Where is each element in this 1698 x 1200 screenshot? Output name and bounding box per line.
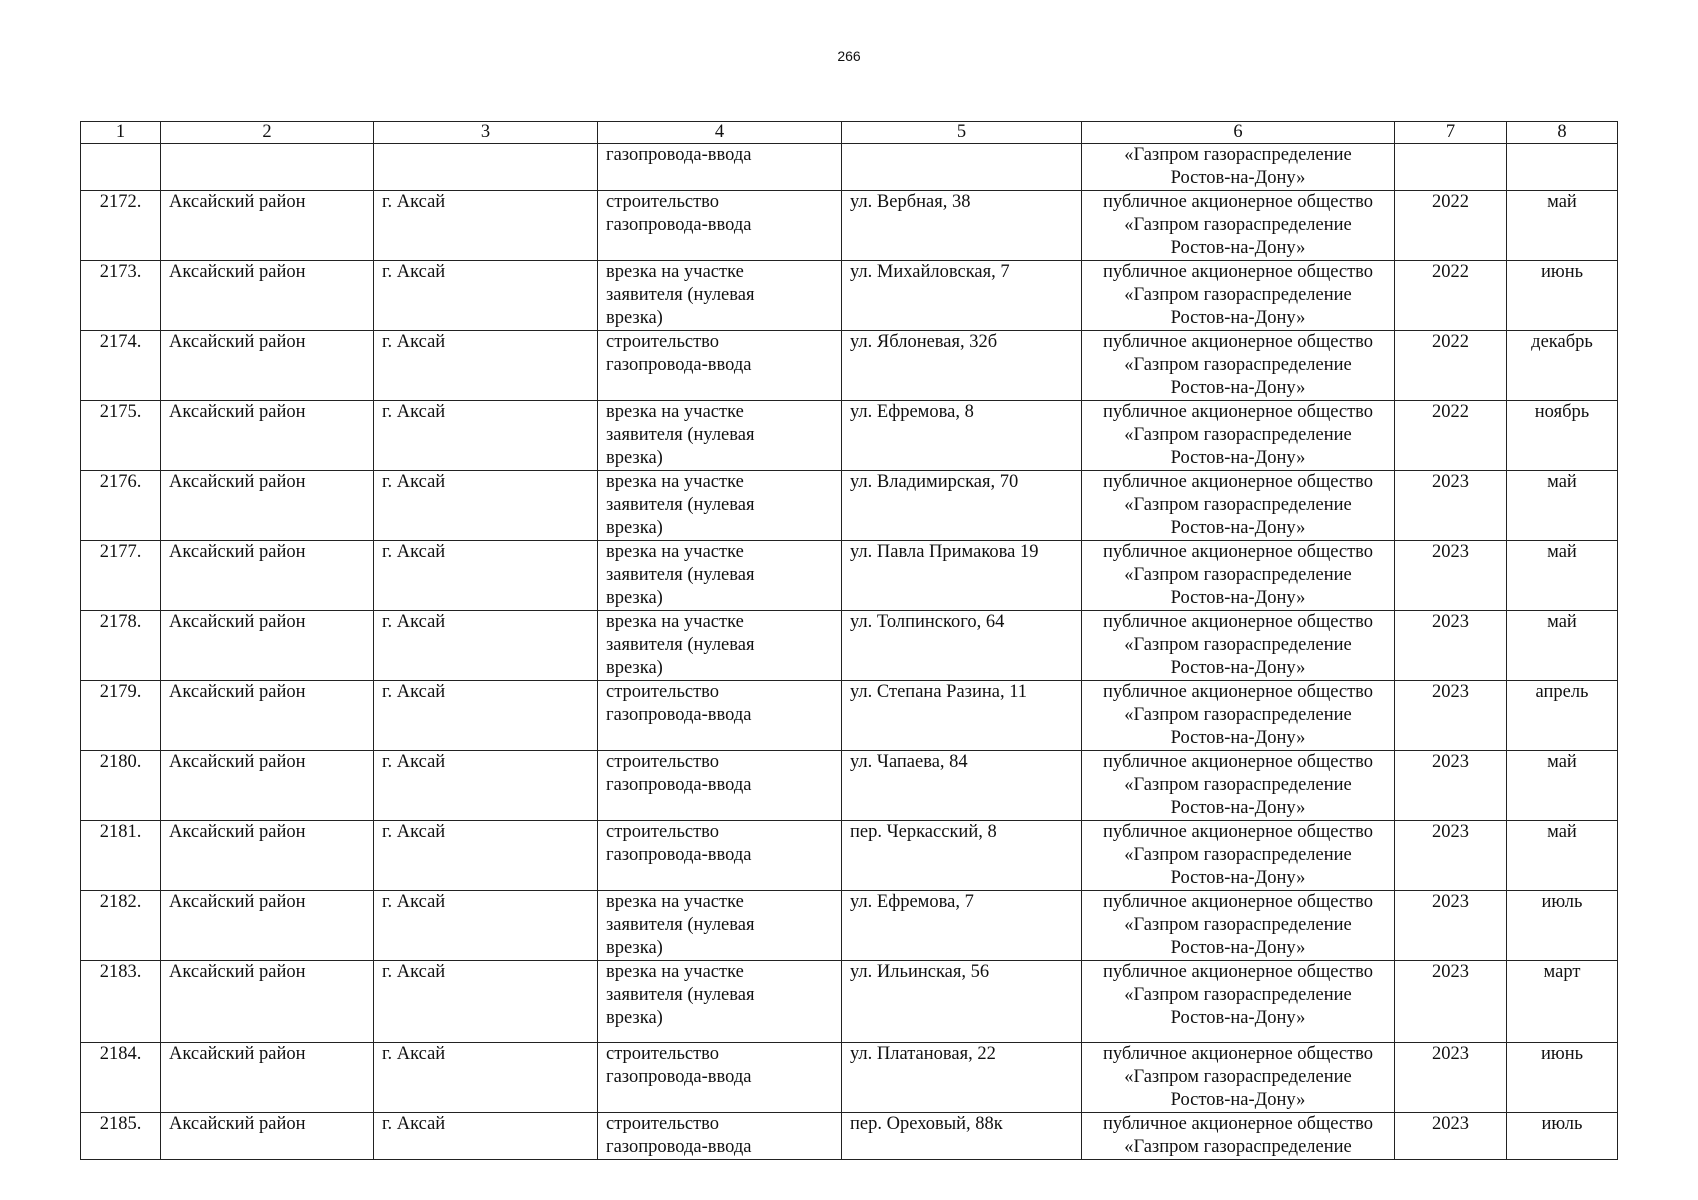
- row-number-cell: 2179.: [81, 681, 161, 751]
- cont-cell-1: [81, 144, 161, 191]
- organization-cell: [1082, 821, 1395, 891]
- month-cell: июнь: [1507, 1043, 1618, 1113]
- city-cell: г. Аксай: [374, 961, 598, 1043]
- month-cell: июль: [1507, 891, 1618, 961]
- row-number-cell: 2173.: [81, 261, 161, 331]
- organization-cell-line: «Газпром газораспределение: [1124, 635, 1352, 655]
- column-number-5: 5: [842, 122, 1082, 144]
- table-body: [81, 122, 1618, 1160]
- cont-cell-8: [1507, 144, 1618, 191]
- row-number-cell: 2174.: [81, 331, 161, 401]
- table-row: [81, 191, 1618, 261]
- year-cell: 2023: [1395, 1043, 1507, 1113]
- organization-cell-line: публичное акционерное общество: [1102, 822, 1374, 842]
- city-cell: г. Аксай: [374, 261, 598, 331]
- organization-cell-line: Ростов-на-Дону»: [1170, 1090, 1306, 1110]
- row-number-cell: 2184.: [81, 1043, 161, 1113]
- city-cell: г. Аксай: [374, 751, 598, 821]
- work-type-cell: [598, 751, 842, 821]
- work-type-cell-line: врезка): [606, 658, 663, 678]
- table-row: [81, 401, 1618, 471]
- table-row: [81, 821, 1618, 891]
- work-type-cell: [598, 681, 842, 751]
- column-number-2: 2: [161, 122, 374, 144]
- district-cell: Аксайский район: [161, 611, 374, 681]
- work-type-cell: [598, 541, 842, 611]
- organization-cell-line: Ростов-на-Дону»: [1170, 1008, 1306, 1028]
- address-cell: ул. Ильинская, 56: [842, 961, 1082, 1043]
- city-cell: г. Аксай: [374, 471, 598, 541]
- organization-cell-line: Ростов-на-Дону»: [1170, 938, 1306, 958]
- work-type-cell-line: врезка): [606, 938, 663, 958]
- table-row: [81, 1043, 1618, 1113]
- month-cell: май: [1507, 611, 1618, 681]
- organization-cell: [1082, 1113, 1395, 1160]
- month-cell: июнь: [1507, 261, 1618, 331]
- address-cell: ул. Ефремова, 7: [842, 891, 1082, 961]
- organization-cell: [1082, 261, 1395, 331]
- organization-cell-line: «Газпром газораспределение: [1124, 565, 1352, 585]
- organization-cell: [1082, 891, 1395, 961]
- organization-cell-line: «Газпром газораспределение: [1124, 1137, 1352, 1157]
- city-cell: г. Аксай: [374, 681, 598, 751]
- work-type-cell-line: заявителя (нулевая: [606, 565, 755, 585]
- organization-cell-line: Ростов-на-Дону»: [1170, 798, 1306, 818]
- work-type-cell-line: газопровода-ввода: [606, 1067, 752, 1087]
- district-cell: Аксайский район: [161, 471, 374, 541]
- gas-connection-table: [80, 121, 1618, 1160]
- work-type-cell-line: заявителя (нулевая: [606, 915, 755, 935]
- work-type-cell-line: заявителя (нулевая: [606, 285, 755, 305]
- month-cell: май: [1507, 191, 1618, 261]
- page-number: 266: [837, 48, 861, 64]
- organization-cell-line: Ростов-на-Дону»: [1170, 518, 1306, 538]
- organization-cell: [1082, 401, 1395, 471]
- city-cell: г. Аксай: [374, 191, 598, 261]
- district-cell: Аксайский район: [161, 751, 374, 821]
- organization-cell-line: «Газпром газораспределение: [1124, 775, 1352, 795]
- address-cell: ул. Вербная, 38: [842, 191, 1082, 261]
- cont-cell-org: [1082, 144, 1395, 191]
- column-number-8: 8: [1507, 122, 1618, 144]
- work-type-cell: [598, 331, 842, 401]
- work-type-cell: [598, 891, 842, 961]
- row-number-cell: 2182.: [81, 891, 161, 961]
- organization-cell: [1082, 751, 1395, 821]
- year-cell: 2022: [1395, 401, 1507, 471]
- work-type-cell-line: строительство: [606, 332, 720, 352]
- address-cell: ул. Яблоневая, 32б: [842, 331, 1082, 401]
- year-cell: 2023: [1395, 681, 1507, 751]
- work-type-cell: [598, 191, 842, 261]
- cont-org-line: Ростов-на-Дону»: [1170, 168, 1306, 188]
- organization-cell-line: публичное акционерное общество: [1102, 682, 1374, 702]
- district-cell: Аксайский район: [161, 541, 374, 611]
- work-type-cell-line: врезка на участке: [606, 612, 744, 632]
- cont-work-line: газопровода-ввода: [606, 145, 752, 165]
- month-cell: ноябрь: [1507, 401, 1618, 471]
- organization-cell-line: «Газпром газораспределение: [1124, 915, 1352, 935]
- row-number-cell: 2176.: [81, 471, 161, 541]
- table-row: [81, 751, 1618, 821]
- organization-cell-line: публичное акционерное общество: [1102, 752, 1374, 772]
- column-number-3: 3: [374, 122, 598, 144]
- continuation-row: [81, 144, 1618, 191]
- work-type-cell-line: врезка): [606, 518, 663, 538]
- table-row: [81, 611, 1618, 681]
- column-number-1: 1: [81, 122, 161, 144]
- address-cell: ул. Толпинского, 64: [842, 611, 1082, 681]
- organization-cell-line: публичное акционерное общество: [1102, 402, 1374, 422]
- organization-cell-line: публичное акционерное общество: [1102, 332, 1374, 352]
- work-type-cell-line: газопровода-ввода: [606, 1137, 752, 1157]
- organization-cell-line: Ростов-на-Дону»: [1170, 868, 1306, 888]
- organization-cell: [1082, 611, 1395, 681]
- organization-cell-line: публичное акционерное общество: [1102, 472, 1374, 492]
- city-cell: г. Аксай: [374, 891, 598, 961]
- district-cell: Аксайский район: [161, 821, 374, 891]
- organization-cell-line: Ростов-на-Дону»: [1170, 728, 1306, 748]
- table-row: [81, 331, 1618, 401]
- column-number-row: [81, 122, 1618, 144]
- work-type-cell-line: заявителя (нулевая: [606, 495, 755, 515]
- address-cell: пер. Черкасский, 8: [842, 821, 1082, 891]
- year-cell: 2023: [1395, 471, 1507, 541]
- organization-cell-line: «Газпром газораспределение: [1124, 425, 1352, 445]
- organization-cell-line: публичное акционерное общество: [1102, 262, 1374, 282]
- work-type-cell-line: врезка на участке: [606, 402, 744, 422]
- cont-cell-2: [161, 144, 374, 191]
- work-type-cell-line: строительство: [606, 1114, 720, 1134]
- organization-cell-line: «Газпром газораспределение: [1124, 985, 1352, 1005]
- row-number-cell: 2178.: [81, 611, 161, 681]
- city-cell: г. Аксай: [374, 401, 598, 471]
- table-row: [81, 471, 1618, 541]
- month-cell: июль: [1507, 1113, 1618, 1160]
- district-cell: Аксайский район: [161, 961, 374, 1043]
- district-cell: Аксайский район: [161, 261, 374, 331]
- year-cell: 2022: [1395, 191, 1507, 261]
- district-cell: Аксайский район: [161, 891, 374, 961]
- organization-cell: [1082, 681, 1395, 751]
- table-row: [81, 541, 1618, 611]
- work-type-cell-line: строительство: [606, 1044, 720, 1064]
- work-type-cell-line: врезка): [606, 308, 663, 328]
- row-number-cell: 2181.: [81, 821, 161, 891]
- work-type-cell-line: врезка): [606, 1008, 663, 1028]
- organization-cell: [1082, 471, 1395, 541]
- work-type-cell-line: врезка): [606, 448, 663, 468]
- work-type-cell: [598, 401, 842, 471]
- work-type-cell: [598, 261, 842, 331]
- cont-cell-work: [598, 144, 842, 191]
- address-cell: ул. Михайловская, 7: [842, 261, 1082, 331]
- cont-org-line: «Газпром газораспределение: [1124, 145, 1352, 165]
- work-type-cell: [598, 1113, 842, 1160]
- year-cell: 2023: [1395, 541, 1507, 611]
- row-number-cell: 2185.: [81, 1113, 161, 1160]
- work-type-cell-line: строительство: [606, 752, 720, 772]
- organization-cell-line: «Газпром газораспределение: [1124, 845, 1352, 865]
- work-type-cell-line: врезка на участке: [606, 542, 744, 562]
- work-type-cell-line: газопровода-ввода: [606, 705, 752, 725]
- work-type-cell-line: врезка на участке: [606, 262, 744, 282]
- month-cell: май: [1507, 821, 1618, 891]
- work-type-cell-line: газопровода-ввода: [606, 355, 752, 375]
- organization-cell: [1082, 191, 1395, 261]
- organization-cell-line: публичное акционерное общество: [1102, 542, 1374, 562]
- organization-cell-line: «Газпром газораспределение: [1124, 1067, 1352, 1087]
- organization-cell-line: «Газпром газораспределение: [1124, 215, 1352, 235]
- work-type-cell-line: газопровода-ввода: [606, 845, 752, 865]
- row-number-cell: 2172.: [81, 191, 161, 261]
- organization-cell-line: «Газпром газораспределение: [1124, 285, 1352, 305]
- work-type-cell-line: врезка на участке: [606, 962, 744, 982]
- year-cell: 2022: [1395, 331, 1507, 401]
- work-type-cell: [598, 821, 842, 891]
- organization-cell-line: публичное акционерное общество: [1102, 1114, 1374, 1134]
- organization-cell-line: публичное акционерное общество: [1102, 962, 1374, 982]
- organization-cell-line: «Газпром газораспределение: [1124, 495, 1352, 515]
- month-cell: март: [1507, 961, 1618, 1043]
- table-row: [81, 261, 1618, 331]
- year-cell: 2023: [1395, 891, 1507, 961]
- row-number-cell: 2180.: [81, 751, 161, 821]
- organization-cell-line: «Газпром газораспределение: [1124, 705, 1352, 725]
- district-cell: Аксайский район: [161, 681, 374, 751]
- cont-cell-7: [1395, 144, 1507, 191]
- year-cell: 2023: [1395, 751, 1507, 821]
- work-type-cell-line: строительство: [606, 822, 720, 842]
- work-type-cell-line: врезка на участке: [606, 892, 744, 912]
- cont-cell-5: [842, 144, 1082, 191]
- work-type-cell-line: газопровода-ввода: [606, 775, 752, 795]
- month-cell: апрель: [1507, 681, 1618, 751]
- work-type-cell-line: врезка на участке: [606, 472, 744, 492]
- year-cell: 2023: [1395, 611, 1507, 681]
- table-row: [81, 1113, 1618, 1160]
- organization-cell: [1082, 331, 1395, 401]
- organization-cell-line: Ростов-на-Дону»: [1170, 448, 1306, 468]
- city-cell: г. Аксай: [374, 821, 598, 891]
- district-cell: Аксайский район: [161, 331, 374, 401]
- district-cell: Аксайский район: [161, 1043, 374, 1113]
- column-number-6: 6: [1082, 122, 1395, 144]
- row-number-cell: 2177.: [81, 541, 161, 611]
- organization-cell-line: «Газпром газораспределение: [1124, 355, 1352, 375]
- work-type-cell-line: газопровода-ввода: [606, 215, 752, 235]
- organization-cell-line: публичное акционерное общество: [1102, 192, 1374, 212]
- organization-cell-line: Ростов-на-Дону»: [1170, 308, 1306, 328]
- month-cell: май: [1507, 471, 1618, 541]
- cont-cell-3: [374, 144, 598, 191]
- table-row: [81, 961, 1618, 1043]
- address-cell: ул. Степана Разина, 11: [842, 681, 1082, 751]
- organization-cell-line: Ростов-на-Дону»: [1170, 238, 1306, 258]
- organization-cell: [1082, 961, 1395, 1043]
- month-cell: май: [1507, 541, 1618, 611]
- organization-cell-line: Ростов-на-Дону»: [1170, 658, 1306, 678]
- table-row: [81, 681, 1618, 751]
- work-type-cell-line: заявителя (нулевая: [606, 425, 755, 445]
- year-cell: 2023: [1395, 961, 1507, 1043]
- work-type-cell-line: врезка): [606, 588, 663, 608]
- district-cell: Аксайский район: [161, 401, 374, 471]
- organization-cell-line: Ростов-на-Дону»: [1170, 588, 1306, 608]
- work-type-cell-line: строительство: [606, 192, 720, 212]
- work-type-cell-line: заявителя (нулевая: [606, 635, 755, 655]
- column-number-7: 7: [1395, 122, 1507, 144]
- row-number-cell: 2175.: [81, 401, 161, 471]
- organization-cell: [1082, 1043, 1395, 1113]
- address-cell: ул. Ефремова, 8: [842, 401, 1082, 471]
- city-cell: г. Аксай: [374, 331, 598, 401]
- district-cell: Аксайский район: [161, 191, 374, 261]
- address-cell: ул. Платановая, 22: [842, 1043, 1082, 1113]
- address-cell: пер. Ореховый, 88к: [842, 1113, 1082, 1160]
- work-type-cell-line: строительство: [606, 682, 720, 702]
- organization-cell-line: публичное акционерное общество: [1102, 612, 1374, 632]
- organization-cell-line: публичное акционерное общество: [1102, 1044, 1374, 1064]
- address-cell: ул. Чапаева, 84: [842, 751, 1082, 821]
- district-cell: Аксайский район: [161, 1113, 374, 1160]
- city-cell: г. Аксай: [374, 611, 598, 681]
- city-cell: г. Аксай: [374, 1113, 598, 1160]
- year-cell: 2022: [1395, 261, 1507, 331]
- city-cell: г. Аксай: [374, 1043, 598, 1113]
- column-number-4: 4: [598, 122, 842, 144]
- work-type-cell: [598, 1043, 842, 1113]
- organization-cell-line: Ростов-на-Дону»: [1170, 378, 1306, 398]
- address-cell: ул. Владимирская, 70: [842, 471, 1082, 541]
- city-cell: г. Аксай: [374, 541, 598, 611]
- work-type-cell: [598, 611, 842, 681]
- year-cell: 2023: [1395, 821, 1507, 891]
- month-cell: май: [1507, 751, 1618, 821]
- row-number-cell: 2183.: [81, 961, 161, 1043]
- table-row: [81, 891, 1618, 961]
- organization-cell: [1082, 541, 1395, 611]
- address-cell: ул. Павла Примакова 19: [842, 541, 1082, 611]
- year-cell: 2023: [1395, 1113, 1507, 1160]
- work-type-cell-line: заявителя (нулевая: [606, 985, 755, 1005]
- month-cell: декабрь: [1507, 331, 1618, 401]
- work-type-cell: [598, 471, 842, 541]
- work-type-cell: [598, 961, 842, 1043]
- organization-cell-line: публичное акционерное общество: [1102, 892, 1374, 912]
